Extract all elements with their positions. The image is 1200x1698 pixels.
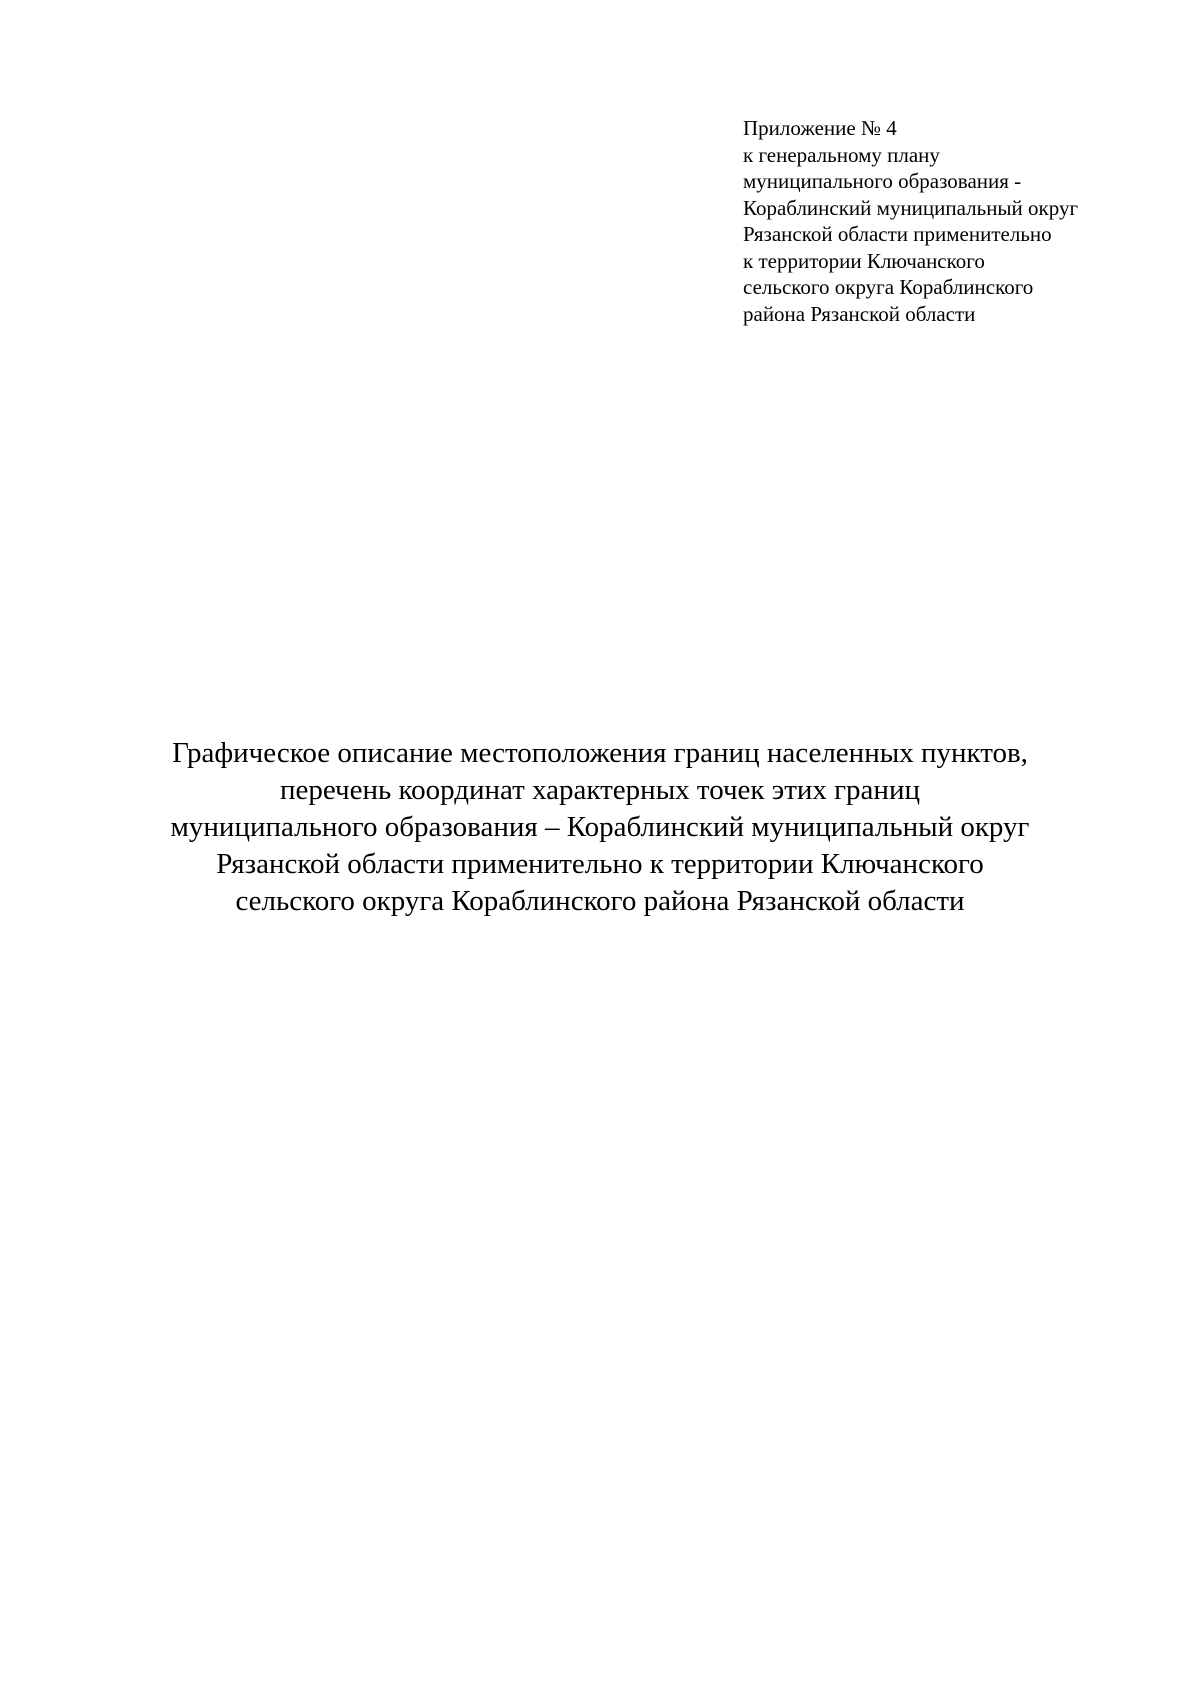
appendix-line: Приложение № 4 (743, 116, 897, 140)
appendix-line: к генеральному плану (743, 142, 940, 167)
appendix-note (743, 115, 1163, 327)
appendix-line: к территории Ключанского (743, 248, 985, 273)
title-line: Графическое описание местоположения границ населенных пунктов, (172, 737, 1028, 769)
title-line: муниципального образования – Кораблинский муниципальный округ (170, 811, 1030, 843)
document-title (60, 735, 1140, 920)
appendix-line: сельского округа Кораблинского (743, 275, 1034, 299)
appendix-line: Рязанской области применительно (743, 222, 1052, 246)
appendix-line: муниципального образования - (743, 169, 1022, 193)
title-line: перечень координат характерных точек этих границ (280, 774, 920, 806)
appendix-line: района Рязанской области (743, 301, 976, 326)
title-line: сельского округа Кораблинского района Рязанской области (235, 885, 965, 917)
title-line: Рязанской области применительно к территории Ключанского (216, 848, 984, 880)
appendix-line: Кораблинский муниципальный округ (743, 195, 1079, 220)
